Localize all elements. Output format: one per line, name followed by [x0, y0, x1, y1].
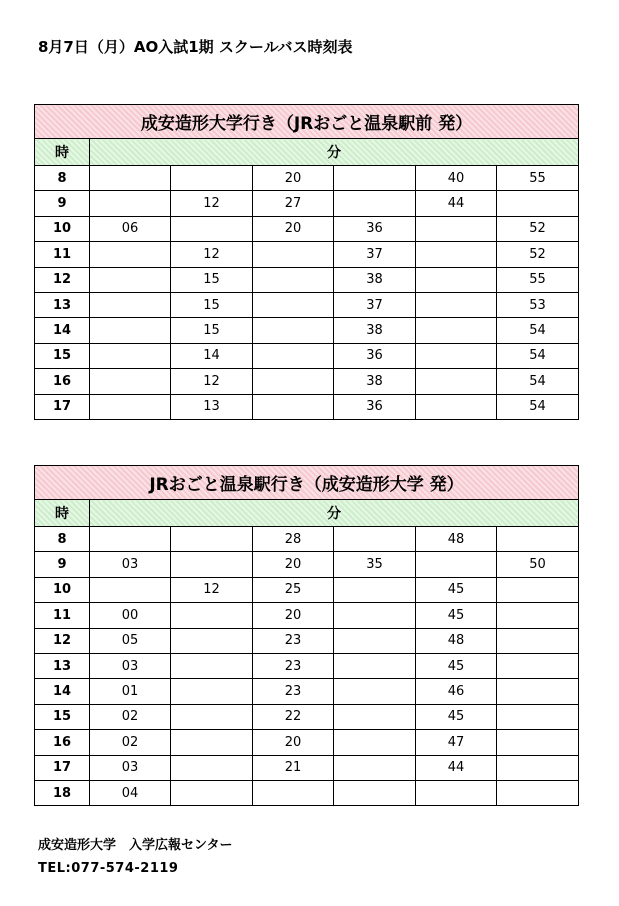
minute-cell: 54 [497, 394, 579, 419]
table-row [35, 166, 579, 191]
table-heading: 成安造形大学行き（JRおごと温泉駅前 発） [35, 105, 579, 139]
minute-cell: 28 [253, 527, 334, 552]
minute-cell: 52 [497, 242, 579, 267]
minute-cell: 55 [497, 267, 579, 292]
minute-cell [497, 628, 579, 653]
minute-cell: 37 [334, 292, 416, 317]
minute-cell: 38 [334, 369, 416, 394]
table-row [35, 577, 579, 602]
minute-cell: 03 [90, 552, 171, 577]
minute-cell: 45 [416, 653, 497, 678]
table-heading: JRおごと温泉駅行き（成安造形大学 発） [35, 466, 579, 500]
table-row [35, 653, 579, 678]
minute-cell [90, 527, 171, 552]
minute-cell [334, 577, 416, 602]
table-row [35, 318, 579, 343]
hour-cell: 14 [35, 679, 90, 704]
minute-cell [334, 780, 416, 805]
minute-cell: 06 [90, 216, 171, 241]
table-row [35, 394, 579, 419]
minute-cell [171, 730, 253, 755]
minute-cell [416, 216, 497, 241]
table-row [35, 780, 579, 805]
hour-cell: 13 [35, 653, 90, 678]
minute-cell: 25 [253, 577, 334, 602]
minute-cell: 36 [334, 394, 416, 419]
minute-cell: 13 [171, 394, 253, 419]
hour-cell: 10 [35, 216, 90, 241]
minute-cell [171, 755, 253, 780]
minute-cell [416, 267, 497, 292]
minute-cell: 20 [253, 730, 334, 755]
minute-cell [416, 318, 497, 343]
minute-cell: 45 [416, 704, 497, 729]
minute-cell [171, 653, 253, 678]
minute-cell [90, 242, 171, 267]
minute-cell: 48 [416, 527, 497, 552]
minute-cell [497, 653, 579, 678]
minute-cell [334, 679, 416, 704]
minute-cell: 02 [90, 730, 171, 755]
table-row [35, 191, 579, 216]
table-row [35, 552, 579, 577]
minute-cell: 35 [334, 552, 416, 577]
table-row [35, 242, 579, 267]
minute-cell: 12 [171, 191, 253, 216]
minute-cell [416, 242, 497, 267]
minute-cell [253, 343, 334, 368]
hour-cell: 9 [35, 552, 90, 577]
minute-cell [171, 166, 253, 191]
minute-cell [90, 191, 171, 216]
minute-cell [416, 394, 497, 419]
minute-cell: 38 [334, 318, 416, 343]
minute-cell [171, 527, 253, 552]
minute-column-header: 分 [90, 139, 579, 166]
hour-cell: 8 [35, 166, 90, 191]
minute-cell [253, 242, 334, 267]
minute-cell [334, 166, 416, 191]
minute-cell [334, 704, 416, 729]
minute-cell [416, 369, 497, 394]
minute-cell [497, 755, 579, 780]
minute-cell [90, 267, 171, 292]
minute-cell [90, 369, 171, 394]
minute-cell: 20 [253, 603, 334, 628]
minute-cell [171, 780, 253, 805]
minute-cell: 48 [416, 628, 497, 653]
table-row [35, 527, 579, 552]
minute-cell: 36 [334, 343, 416, 368]
minute-cell: 20 [253, 552, 334, 577]
hour-cell: 14 [35, 318, 90, 343]
minute-cell: 44 [416, 191, 497, 216]
minute-cell [334, 527, 416, 552]
table-row [35, 343, 579, 368]
minute-cell [90, 318, 171, 343]
minute-cell: 53 [497, 292, 579, 317]
minute-cell: 44 [416, 755, 497, 780]
minute-cell: 12 [171, 369, 253, 394]
minute-cell: 40 [416, 166, 497, 191]
minute-cell [171, 704, 253, 729]
minute-cell [497, 780, 579, 805]
minute-cell: 55 [497, 166, 579, 191]
minute-cell [497, 679, 579, 704]
minute-cell: 52 [497, 216, 579, 241]
minute-cell [171, 628, 253, 653]
hour-cell: 9 [35, 191, 90, 216]
footer-telephone: TEL:077-574-2119 [38, 861, 179, 876]
minute-cell: 23 [253, 679, 334, 704]
table-row [35, 730, 579, 755]
minute-cell: 20 [253, 166, 334, 191]
minute-cell [334, 603, 416, 628]
minute-cell: 20 [253, 216, 334, 241]
table-row [35, 369, 579, 394]
page-title: 8月7日（月）AO入試1期 スクールバス時刻表 [38, 38, 353, 56]
table-row [35, 628, 579, 653]
hour-cell: 16 [35, 730, 90, 755]
minute-cell [416, 292, 497, 317]
minute-cell: 54 [497, 369, 579, 394]
minute-cell [171, 552, 253, 577]
minute-cell: 54 [497, 318, 579, 343]
hour-cell: 18 [35, 780, 90, 805]
minute-cell [334, 628, 416, 653]
minute-cell [497, 527, 579, 552]
minute-cell: 50 [497, 552, 579, 577]
minute-cell: 14 [171, 343, 253, 368]
minute-cell: 23 [253, 628, 334, 653]
hour-column-header: 時 [35, 500, 90, 527]
table-row [35, 755, 579, 780]
minute-cell: 12 [171, 577, 253, 602]
minute-cell [253, 394, 334, 419]
minute-cell: 36 [334, 216, 416, 241]
hour-cell: 16 [35, 369, 90, 394]
hour-cell: 17 [35, 394, 90, 419]
table-row [35, 216, 579, 241]
minute-cell [90, 292, 171, 317]
minute-cell [90, 394, 171, 419]
minute-cell: 00 [90, 603, 171, 628]
minute-cell [90, 343, 171, 368]
minute-cell: 15 [171, 292, 253, 317]
table-row [35, 292, 579, 317]
minute-cell [253, 369, 334, 394]
minute-cell [253, 267, 334, 292]
hour-cell: 15 [35, 704, 90, 729]
minute-cell: 45 [416, 577, 497, 602]
table-row [35, 704, 579, 729]
hour-cell: 13 [35, 292, 90, 317]
minute-cell: 03 [90, 653, 171, 678]
hour-cell: 11 [35, 603, 90, 628]
minute-cell: 21 [253, 755, 334, 780]
timetable-to-university [34, 104, 579, 420]
minute-column-header: 分 [90, 500, 579, 527]
minute-cell: 04 [90, 780, 171, 805]
minute-cell: 54 [497, 343, 579, 368]
minute-cell [90, 577, 171, 602]
minute-cell: 05 [90, 628, 171, 653]
minute-cell [253, 292, 334, 317]
hour-cell: 8 [35, 527, 90, 552]
minute-cell [416, 552, 497, 577]
minute-cell: 23 [253, 653, 334, 678]
hour-column-header: 時 [35, 139, 90, 166]
minute-cell [497, 603, 579, 628]
minute-cell [497, 704, 579, 729]
timetable-to-station [34, 465, 579, 806]
hour-cell: 11 [35, 242, 90, 267]
minute-cell [334, 730, 416, 755]
table-row [35, 679, 579, 704]
minute-cell [171, 216, 253, 241]
minute-cell: 37 [334, 242, 416, 267]
hour-cell: 12 [35, 267, 90, 292]
minute-cell: 15 [171, 267, 253, 292]
minute-cell [334, 653, 416, 678]
minute-cell: 03 [90, 755, 171, 780]
minute-cell: 15 [171, 318, 253, 343]
minute-cell [497, 577, 579, 602]
minute-cell [497, 191, 579, 216]
minute-cell: 47 [416, 730, 497, 755]
hour-cell: 17 [35, 755, 90, 780]
minute-cell: 01 [90, 679, 171, 704]
minute-cell [171, 679, 253, 704]
hour-cell: 15 [35, 343, 90, 368]
table-row [35, 603, 579, 628]
footer-organization: 成安造形大学 入学広報センター [38, 838, 233, 853]
minute-cell [416, 780, 497, 805]
minute-cell [253, 780, 334, 805]
minute-cell [334, 755, 416, 780]
minute-cell [171, 603, 253, 628]
minute-cell: 02 [90, 704, 171, 729]
minute-cell: 12 [171, 242, 253, 267]
minute-cell: 45 [416, 603, 497, 628]
minute-cell: 27 [253, 191, 334, 216]
hour-cell: 10 [35, 577, 90, 602]
minute-cell [253, 318, 334, 343]
minute-cell: 22 [253, 704, 334, 729]
minute-cell [416, 343, 497, 368]
minute-cell [334, 191, 416, 216]
hour-cell: 12 [35, 628, 90, 653]
minute-cell [497, 730, 579, 755]
table-row [35, 267, 579, 292]
minute-cell [90, 166, 171, 191]
minute-cell: 38 [334, 267, 416, 292]
minute-cell: 46 [416, 679, 497, 704]
